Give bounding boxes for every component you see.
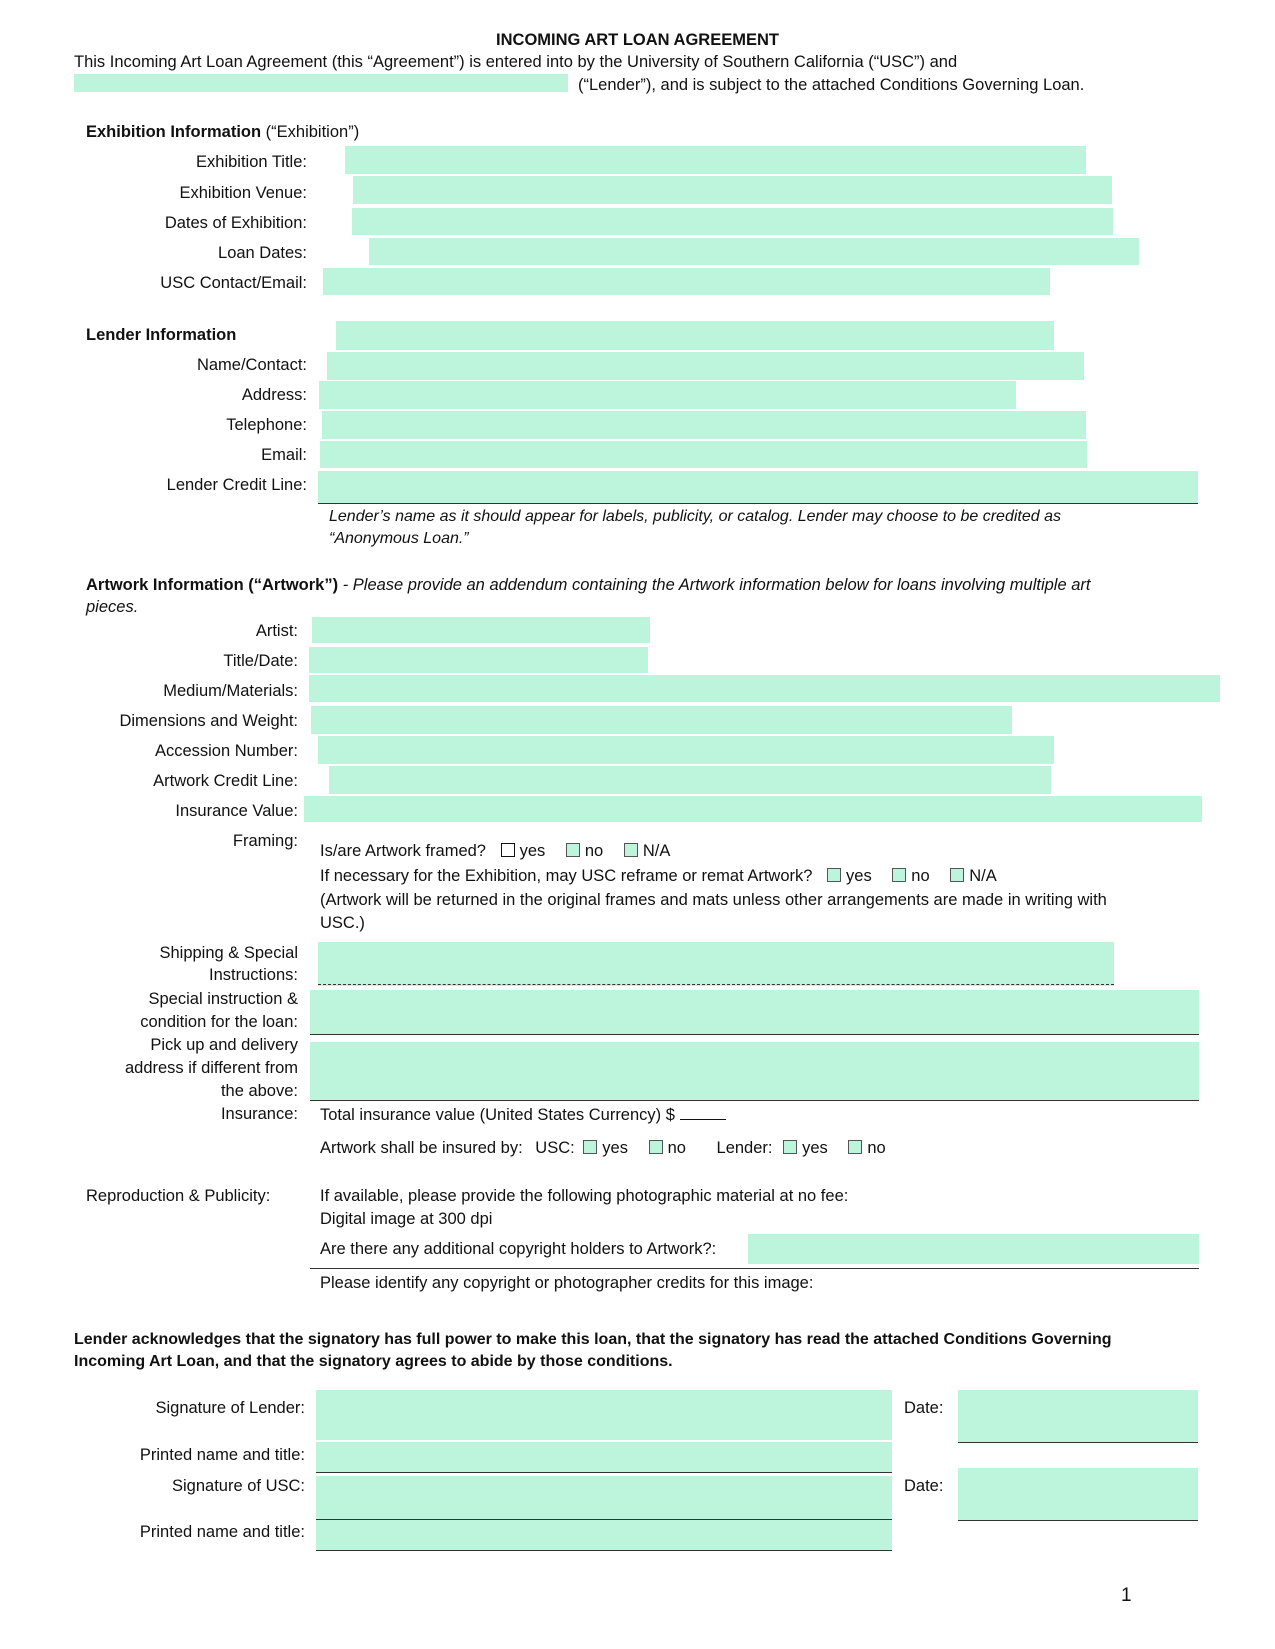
reframe-na-label: N/A [969,867,997,885]
artwork-credit-field[interactable] [329,766,1051,794]
lender-yes-checkbox[interactable] [783,1140,797,1154]
usc-yes-checkbox[interactable] [583,1140,597,1154]
title-date-field[interactable] [309,647,648,673]
reframe-yes-label: yes [846,867,872,885]
artist-field[interactable] [312,617,650,643]
lender-credit-note-1: Lender’s name as it should appear for labels, publicity, or catalog. Lender may choose to be credited as [329,508,1061,525]
lender-heading: Lender Information [86,326,237,344]
framing-q1: Is/are Artwork framed? [320,842,486,860]
shipping-field[interactable] [318,942,1114,986]
lender-address-label: Address: [241,386,307,404]
lender-telephone-field[interactable] [322,411,1086,439]
printed-name-1-field[interactable] [316,1442,892,1473]
lender-telephone-label: Telephone: [226,416,307,434]
dimensions-field[interactable] [311,706,1012,734]
insured-by-row [320,1139,886,1158]
exhibition-venue-field[interactable] [353,176,1112,204]
lender-email-label: Email: [261,446,307,464]
intro-line-2: (“Lender”), and is subject to the attached Conditions Governing Loan. [578,76,1085,94]
lender-signature-field[interactable] [316,1390,892,1440]
document-title: INCOMING ART LOAN AGREEMENT [496,31,779,49]
lender-credit-note-2: “Anonymous Loan.” [329,530,469,547]
loan-dates-field[interactable] [369,238,1139,265]
framed-no-label: no [584,842,604,860]
framing-label: Framing: [232,832,298,850]
pickup-label-1: Pick up and delivery [150,1036,298,1054]
reproduction-line-2: Digital image at 300 dpi [320,1210,493,1228]
lender-signature-label: Signature of Lender: [155,1399,305,1417]
artwork-credit-label: Artwork Credit Line: [153,772,298,790]
artwork-heading-note: - Please provide an addendum containing the Artwork information below for loans involving multiple art [342,576,1091,594]
artwork-heading-note-2: pieces. [86,598,139,616]
shipping-label-2: Instructions: [209,966,298,984]
page-number: 1 [1121,1585,1132,1606]
special-label-1: Special instruction & [148,990,298,1008]
insurance-value-field[interactable] [304,796,1202,822]
lender-name-field[interactable] [74,74,568,92]
medium-label: Medium/Materials: [163,682,298,700]
acknowledgement-2: Incoming Art Loan, and that the signatory agrees to abide by those conditions. [74,1353,673,1370]
artist-label: Artist: [255,622,298,640]
framed-na-label: N/A [642,842,671,860]
usc-contact-field[interactable] [323,268,1050,295]
special-instruction-field[interactable] [310,990,1199,1035]
dimensions-label: Dimensions and Weight: [119,712,298,730]
lender-date-label: Date: [904,1399,944,1417]
framed-na-checkbox[interactable] [624,843,638,857]
reframe-yes-checkbox[interactable] [827,868,841,882]
reproduction-label: Reproduction & Publicity: [86,1187,271,1205]
exhibition-dates-label: Dates of Exhibition: [164,214,307,232]
lender-credit-label: Lender Credit Line: [166,476,307,494]
pickup-label-2: address if different from [124,1059,298,1077]
lender-email-field[interactable] [320,441,1087,468]
copyright-underline [310,1268,1199,1269]
usc-contact-label: USC Contact/Email: [160,274,307,292]
usc-date-field[interactable] [958,1468,1198,1521]
insured-by-text: Artwork shall be insured by: [320,1139,523,1157]
reframe-no-label: no [911,867,930,885]
loan-dates-label: Loan Dates: [218,244,307,262]
exhibition-title-field[interactable] [345,146,1086,174]
lender-credit-field[interactable] [318,471,1198,504]
framing-q2-row [320,867,997,886]
copyright-question: Are there any additional copyright holders to Artwork?: [320,1240,717,1258]
acknowledgement-1: Lender acknowledges that the signatory has full power to make this loan, that the signatory has read the attached Conditions Governing [74,1331,1112,1348]
insurance-total-blank[interactable] [680,1105,726,1120]
credits-question: Please identify any copyright or photographer credits for this image: [320,1274,814,1292]
reframe-no-checkbox[interactable] [892,868,906,882]
medium-field[interactable] [309,675,1220,702]
usc-signature-field[interactable] [316,1476,892,1520]
exhibition-title-label: Exhibition Title: [196,153,307,171]
lender-extra-field[interactable] [336,321,1054,350]
usc-yes-label: yes [602,1139,628,1157]
exhibition-venue-label: Exhibition Venue: [179,184,307,202]
insurance-total-text: Total insurance value (United States Currency) $ [320,1106,675,1124]
framed-yes-label: yes [519,842,546,860]
insured-usc-label: USC: [535,1139,575,1157]
copyright-holders-field[interactable] [748,1234,1199,1264]
exhibition-heading-suffix: (“Exhibition”) [265,123,360,141]
intro-line-1: This Incoming Art Loan Agreement (this “Agreement”) is entered into by the University of Southern California (“USC”) and [74,53,958,71]
insured-lender-label: Lender: [716,1139,773,1157]
usc-date-label: Date: [904,1477,944,1495]
insurance-total-row [320,1105,726,1125]
lender-name-contact-field[interactable] [327,352,1084,380]
framed-yes-checkbox[interactable] [501,843,515,857]
usc-no-checkbox[interactable] [649,1140,663,1154]
pickup-label-3: the above: [220,1082,298,1100]
insurance-label: Insurance: [220,1105,298,1123]
usc-no-label: no [667,1139,686,1157]
framing-note-1: (Artwork will be returned in the original frames and mats unless other arrangements are made in writing with [320,891,1107,909]
exhibition-heading [86,123,359,142]
lender-address-field[interactable] [319,381,1016,409]
accession-field[interactable] [318,736,1054,764]
lender-date-field[interactable] [958,1390,1198,1443]
shipping-underline [318,984,1114,985]
lender-yes-label: yes [802,1139,828,1157]
artwork-heading [86,576,1090,595]
exhibition-heading-label: Exhibition Information [86,123,262,141]
framing-q2: If necessary for the Exhibition, may USC reframe or remat Artwork? [320,867,813,885]
special-label-2: condition for the loan: [140,1013,298,1031]
framed-no-checkbox[interactable] [566,843,580,857]
printed-name-2-label: Printed name and title: [139,1523,305,1541]
title-date-label: Title/Date: [223,652,298,670]
artwork-heading-label: Artwork Information (“Artwork”) [86,576,339,594]
exhibition-dates-field[interactable] [352,208,1113,235]
printed-name-1-label: Printed name and title: [139,1446,305,1464]
lender-no-checkbox[interactable] [848,1140,862,1154]
insurance-value-label: Insurance Value: [175,802,298,820]
shipping-label-1: Shipping & Special [159,944,298,962]
lender-no-label: no [867,1139,886,1157]
framing-note-2: USC.) [320,914,365,932]
lender-name-label: Name/Contact: [196,356,307,374]
framing-q1-row [320,842,670,861]
reframe-na-checkbox[interactable] [950,868,964,882]
printed-name-2-field[interactable] [316,1520,892,1551]
usc-signature-label: Signature of USC: [172,1477,305,1495]
accession-label: Accession Number: [154,742,298,760]
pickup-address-field[interactable] [310,1042,1199,1101]
reproduction-line-1: If available, please provide the following photographic material at no fee: [320,1187,849,1205]
